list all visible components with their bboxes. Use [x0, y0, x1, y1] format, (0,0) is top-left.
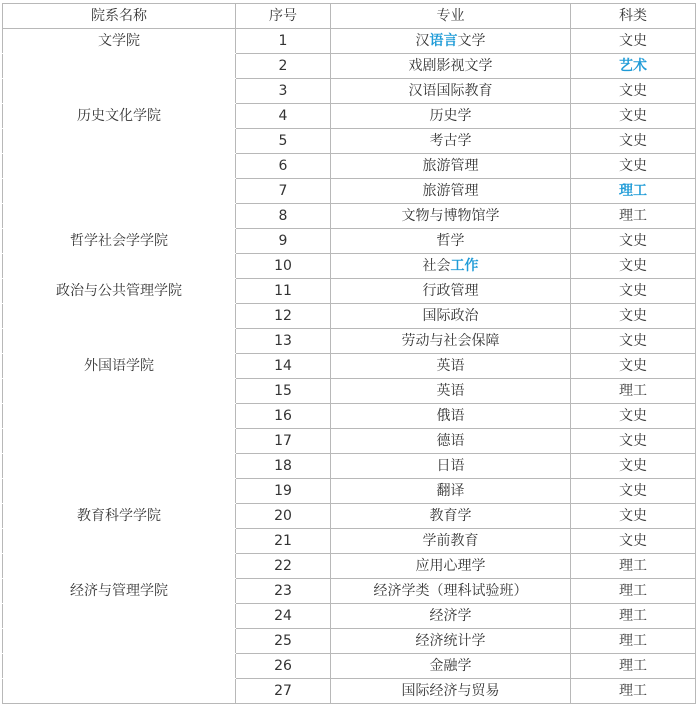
college-cell: 文学院	[3, 29, 236, 54]
number-cell: 15	[236, 379, 331, 404]
header-category: 科类	[571, 4, 696, 29]
number-cell: 2	[236, 54, 331, 79]
number-cell: 21	[236, 529, 331, 554]
category-text: 文史	[619, 433, 647, 449]
major-cell	[331, 629, 571, 654]
category-cell	[571, 29, 696, 54]
category-text: 文史	[619, 458, 647, 474]
header-row	[3, 4, 696, 29]
category-cell	[571, 379, 696, 404]
major-cell	[331, 529, 571, 554]
category-cell	[571, 279, 696, 304]
number-cell: 9	[236, 229, 331, 254]
category-text: 文史	[619, 33, 647, 49]
major-cell	[331, 654, 571, 679]
category-cell	[571, 179, 696, 204]
number-cell: 4	[236, 104, 331, 129]
category-cell	[571, 654, 696, 679]
college-cell	[3, 679, 236, 704]
category-cell	[571, 479, 696, 504]
number-cell: 1	[236, 29, 331, 54]
college-cell	[3, 179, 236, 204]
major-cell	[331, 129, 571, 154]
college-cell	[3, 604, 236, 629]
college-cell	[3, 204, 236, 229]
major-text: 戏剧影视文学	[408, 58, 493, 74]
table-row	[3, 604, 696, 629]
major-cell	[331, 554, 571, 579]
number-cell: 6	[236, 154, 331, 179]
table-row	[3, 54, 696, 79]
major-cell	[331, 104, 571, 129]
category-link-text[interactable]: 艺术	[619, 58, 647, 74]
college-cell	[3, 454, 236, 479]
table-row	[3, 229, 696, 254]
college-cell	[3, 304, 236, 329]
category-cell	[571, 229, 696, 254]
major-cell	[331, 154, 571, 179]
college-cell	[3, 429, 236, 454]
table-row	[3, 204, 696, 229]
header-major: 专业	[331, 4, 571, 29]
number-cell: 16	[236, 404, 331, 429]
table-row	[3, 454, 696, 479]
major-cell	[331, 604, 571, 629]
college-cell	[3, 54, 236, 79]
category-cell	[571, 129, 696, 154]
table-row	[3, 104, 696, 129]
header-college: 院系名称	[3, 4, 236, 29]
category-text: 理工	[619, 208, 647, 224]
major-text: 教育学	[429, 508, 472, 524]
major-text: 翻译	[436, 483, 465, 499]
table-row	[3, 354, 696, 379]
college-cell: 经济与管理学院	[3, 579, 236, 604]
category-text: 理工	[619, 558, 647, 574]
table-row	[3, 379, 696, 404]
table-row	[3, 479, 696, 504]
major-text: 文物与博物馆学	[401, 208, 500, 224]
category-text: 理工	[619, 633, 647, 649]
table-row	[3, 554, 696, 579]
table-row	[3, 129, 696, 154]
category-text: 理工	[619, 583, 647, 599]
table-row	[3, 404, 696, 429]
number-cell: 12	[236, 304, 331, 329]
number-cell: 7	[236, 179, 331, 204]
college-cell	[3, 654, 236, 679]
major-cell	[331, 354, 571, 379]
college-cell	[3, 329, 236, 354]
table-row	[3, 279, 696, 304]
header-number: 序号	[236, 4, 331, 29]
number-cell: 23	[236, 579, 331, 604]
table-row	[3, 329, 696, 354]
major-cell	[331, 254, 571, 279]
category-cell	[571, 104, 696, 129]
major-text: 国际政治	[422, 308, 479, 324]
table-row	[3, 504, 696, 529]
major-text: 英语	[436, 358, 465, 374]
category-cell	[571, 429, 696, 454]
major-cell	[331, 304, 571, 329]
number-cell: 25	[236, 629, 331, 654]
category-cell	[571, 629, 696, 654]
number-cell: 5	[236, 129, 331, 154]
major-link-text[interactable]: 工作	[450, 258, 479, 274]
category-cell	[571, 679, 696, 704]
number-cell: 17	[236, 429, 331, 454]
major-cell	[331, 454, 571, 479]
number-cell: 18	[236, 454, 331, 479]
table-row	[3, 254, 696, 279]
majors-table	[2, 3, 696, 704]
college-cell	[3, 404, 236, 429]
category-text: 理工	[619, 383, 647, 399]
number-cell: 19	[236, 479, 331, 504]
major-cell	[331, 229, 571, 254]
category-text: 理工	[619, 683, 647, 699]
category-text: 文史	[619, 483, 647, 499]
major-text: 经济统计学	[415, 633, 486, 649]
major-cell	[331, 479, 571, 504]
category-cell	[571, 254, 696, 279]
major-cell	[331, 404, 571, 429]
table-row	[3, 679, 696, 704]
major-cell	[331, 679, 571, 704]
major-text: 历史学	[429, 108, 472, 124]
category-cell	[571, 329, 696, 354]
category-text: 理工	[619, 658, 647, 674]
major-text: 金融学	[429, 658, 472, 674]
number-cell: 8	[236, 204, 331, 229]
major-text: 文学	[457, 33, 486, 49]
major-text: 学前教育	[422, 533, 479, 549]
college-cell	[3, 529, 236, 554]
table-row	[3, 654, 696, 679]
category-text: 文史	[619, 83, 647, 99]
college-cell: 历史文化学院	[3, 104, 236, 129]
number-cell: 14	[236, 354, 331, 379]
table-row	[3, 179, 696, 204]
category-text: 文史	[619, 508, 647, 524]
number-cell: 27	[236, 679, 331, 704]
category-cell	[571, 354, 696, 379]
major-text: 国际经济与贸易	[401, 683, 500, 699]
category-text: 文史	[619, 408, 647, 424]
category-cell	[571, 529, 696, 554]
major-cell	[331, 504, 571, 529]
number-cell: 10	[236, 254, 331, 279]
category-cell	[571, 554, 696, 579]
number-cell: 26	[236, 654, 331, 679]
category-text: 理工	[619, 608, 647, 624]
table-row	[3, 429, 696, 454]
category-cell	[571, 454, 696, 479]
number-cell: 20	[236, 504, 331, 529]
table-row	[3, 529, 696, 554]
major-text: 俄语	[436, 408, 465, 424]
number-cell: 11	[236, 279, 331, 304]
major-text: 应用心理学	[415, 558, 486, 574]
college-cell	[3, 79, 236, 104]
college-cell	[3, 154, 236, 179]
category-cell	[571, 604, 696, 629]
table-row	[3, 79, 696, 104]
category-text: 文史	[619, 358, 647, 374]
category-cell	[571, 204, 696, 229]
college-cell: 政治与公共管理学院	[3, 279, 236, 304]
category-cell	[571, 79, 696, 104]
category-text: 文史	[619, 258, 647, 274]
table-body	[3, 29, 696, 704]
category-text: 文史	[619, 533, 647, 549]
category-cell	[571, 154, 696, 179]
major-cell	[331, 179, 571, 204]
category-cell	[571, 504, 696, 529]
category-text: 文史	[619, 308, 647, 324]
college-cell: 教育科学学院	[3, 504, 236, 529]
table-row	[3, 29, 696, 54]
major-text: 劳动与社会保障	[401, 333, 500, 349]
major-text: 考古学	[429, 133, 472, 149]
number-cell: 3	[236, 79, 331, 104]
major-text: 社会	[422, 258, 451, 274]
major-text: 汉语国际教育	[408, 83, 493, 99]
table-row	[3, 304, 696, 329]
major-text: 经济学类（理科试验班）	[373, 583, 528, 599]
major-cell	[331, 204, 571, 229]
college-cell	[3, 129, 236, 154]
college-cell	[3, 379, 236, 404]
table-row	[3, 629, 696, 654]
college-cell	[3, 254, 236, 279]
table-row	[3, 154, 696, 179]
category-text: 文史	[619, 108, 647, 124]
number-cell: 24	[236, 604, 331, 629]
college-cell	[3, 554, 236, 579]
college-cell	[3, 629, 236, 654]
major-text: 哲学	[436, 233, 465, 249]
category-text: 文史	[619, 158, 647, 174]
major-link-text[interactable]: 语言	[429, 33, 458, 49]
major-cell	[331, 429, 571, 454]
major-text: 德语	[436, 433, 465, 449]
category-text: 文史	[619, 233, 647, 249]
college-cell: 外国语学院	[3, 354, 236, 379]
major-text: 汉	[415, 33, 430, 49]
major-cell	[331, 379, 571, 404]
college-cell: 哲学社会学学院	[3, 229, 236, 254]
table-row	[3, 579, 696, 604]
major-cell	[331, 29, 571, 54]
major-cell	[331, 329, 571, 354]
category-text: 文史	[619, 133, 647, 149]
major-cell	[331, 79, 571, 104]
major-text: 旅游管理	[422, 183, 479, 199]
category-cell	[571, 579, 696, 604]
category-cell	[571, 54, 696, 79]
category-cell	[571, 304, 696, 329]
major-cell	[331, 279, 571, 304]
major-text: 英语	[436, 383, 465, 399]
number-cell: 13	[236, 329, 331, 354]
category-cell	[571, 404, 696, 429]
category-text: 文史	[619, 333, 647, 349]
major-cell	[331, 54, 571, 79]
college-cell	[3, 479, 236, 504]
category-link-text[interactable]: 理工	[619, 183, 647, 199]
major-text: 旅游管理	[422, 158, 479, 174]
category-text: 文史	[619, 283, 647, 299]
number-cell: 22	[236, 554, 331, 579]
major-cell	[331, 579, 571, 604]
major-text: 经济学	[429, 608, 472, 624]
major-text: 日语	[436, 458, 465, 474]
major-text: 行政管理	[422, 283, 479, 299]
